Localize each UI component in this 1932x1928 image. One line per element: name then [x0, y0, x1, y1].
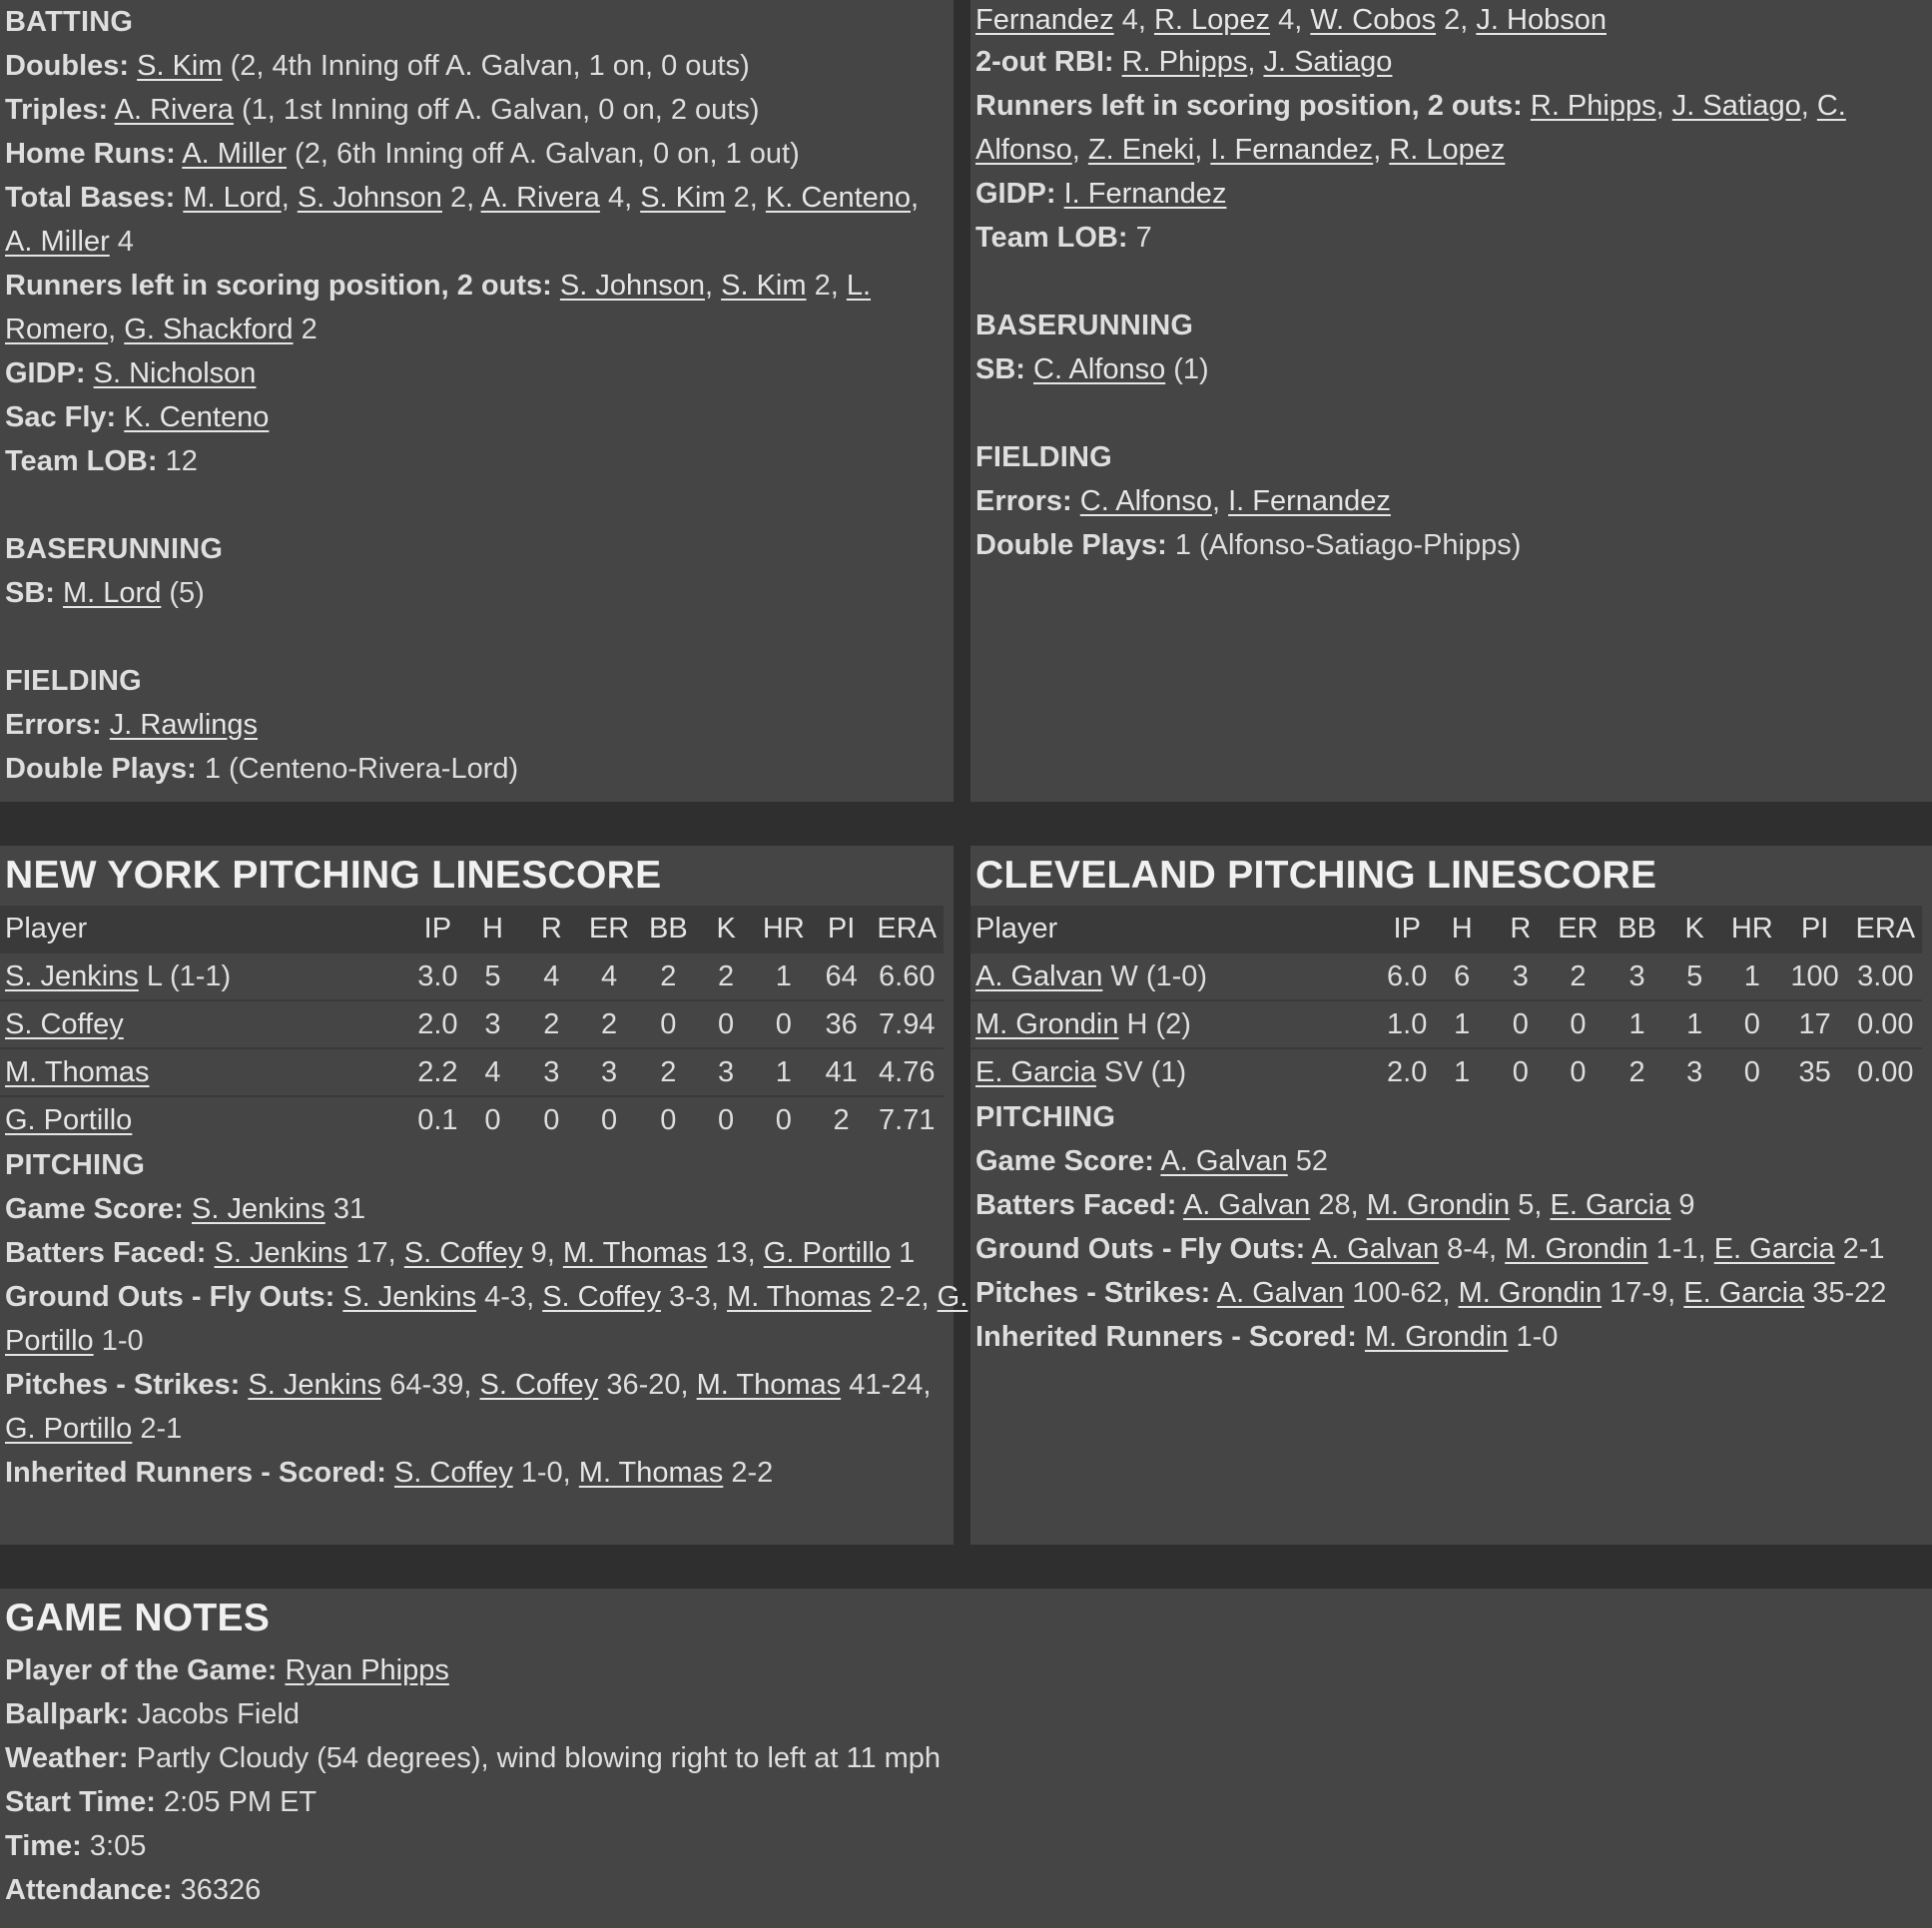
decision: H (2): [1118, 1007, 1191, 1040]
player-link[interactable]: M. Lord: [63, 577, 162, 609]
player-link[interactable]: Fernandez: [975, 4, 1114, 36]
player-link[interactable]: A. Miller: [182, 138, 287, 170]
col-header[interactable]: ERA: [877, 912, 938, 945]
player-link[interactable]: M. Grondin: [1366, 1189, 1511, 1221]
col-header[interactable]: H: [1451, 912, 1473, 945]
col-header[interactable]: IP: [1393, 912, 1421, 945]
table-row: M. Grondin H (2) 1.0 1 0 0 1 1 0 17 0.00: [970, 1000, 1922, 1048]
table-row: S. Jenkins L (1-1) 3.0 5 4 4 2 2 1 64 6.60: [0, 953, 944, 1000]
col-header[interactable]: IP: [423, 912, 452, 945]
player-link[interactable]: A. Miller: [5, 226, 110, 258]
doubles-line: Doubles: S. Kim (2, 4th Inning off A. Galvan, 1 on, 0 outs): [5, 50, 750, 82]
weather-line: Weather: Partly Cloudy (54 degrees), wind blowing right to left at 11 mph: [5, 1742, 942, 1774]
sb-line: SB: M. Lord (5): [5, 577, 205, 609]
player-link[interactable]: M. Lord: [183, 182, 282, 214]
player-link[interactable]: K. Centeno: [124, 401, 270, 433]
player-link[interactable]: S. Jenkins: [248, 1369, 382, 1401]
player-link[interactable]: S. Kim: [721, 270, 807, 302]
player-link[interactable]: S. Coffey: [393, 1457, 513, 1489]
player-link[interactable]: M. Thomas: [696, 1369, 842, 1401]
player-link[interactable]: J. Rawlings: [109, 709, 259, 741]
player-link[interactable]: A. Galvan: [1216, 1277, 1345, 1309]
start-time-line: Start Time: 2:05 PM ET: [5, 1786, 318, 1818]
gidp-line: GIDP: S. Nicholson: [5, 357, 257, 389]
pitches-strikes-line: Pitches - Strikes: A. Galvan 100-62, M. Grondin 17-9, E. Garcia 35-22: [975, 1277, 1887, 1309]
player-link[interactable]: M. Grondin: [1458, 1277, 1603, 1309]
game-time-line: Time: 3:05: [5, 1830, 147, 1862]
decision: L (1-1): [138, 960, 232, 992]
col-header[interactable]: HR: [762, 912, 805, 945]
total-bases-line-cont: Fernandez 4, R. Lopez 4, W. Cobos 2, J. Hobson: [975, 4, 1607, 36]
col-header[interactable]: Player: [975, 912, 1058, 945]
risp-line-cont: Alfonso, Z. Eneki, I. Fernandez, R. Lopez: [975, 134, 1506, 166]
baserunning-heading: BASERUNNING: [5, 533, 224, 565]
ny-pitching-title: NEW YORK PITCHING LINESCORE: [5, 854, 662, 897]
game-notes-title: GAME NOTES: [5, 1597, 271, 1639]
total-bases-line-cont: A. Miller 4: [5, 226, 134, 258]
table-header-row: [970, 906, 1922, 953]
player-link[interactable]: S. Nicholson: [93, 357, 257, 389]
table-row: G. Portillo 0.1 0 0 0 0 0 0 2 7.71: [0, 1096, 944, 1143]
player-link[interactable]: A. Galvan: [1160, 1145, 1288, 1177]
player-link[interactable]: M. Thomas: [727, 1281, 872, 1313]
double-plays-line: Double Plays: 1 (Centeno-Rivera-Lord): [5, 753, 519, 785]
double-plays-line: Double Plays: 1 (Alfonso-Satiago-Phipps): [975, 529, 1522, 561]
player-link[interactable]: J. Hobson: [1476, 4, 1607, 36]
player-link[interactable]: K. Centeno: [765, 182, 912, 214]
player-link[interactable]: M. Grondin: [975, 1007, 1119, 1040]
table-row: A. Galvan W (1-0) 6.0 6 3 2 3 5 1 100 3.00: [970, 953, 1922, 1000]
game-score-line: Game Score: A. Galvan 52: [975, 1145, 1329, 1177]
player-link[interactable]: W. Cobos: [1310, 4, 1437, 36]
player-link[interactable]: S. Coffey: [542, 1281, 661, 1313]
player-link[interactable]: S. Johnson: [559, 270, 705, 302]
triples-line: Triples: A. Rivera (1, 1st Inning off A. Galvan, 0 on, 2 outs): [5, 94, 760, 126]
decision: W (1-0): [1102, 960, 1208, 992]
risp-line-cont: Romero, G. Shackford 2: [5, 314, 318, 345]
inherited-runners-line: Inherited Runners - Scored: S. Coffey 1-0, M. Thomas 2-2: [5, 1457, 774, 1489]
player-link[interactable]: M. Grondin: [1505, 1233, 1648, 1265]
col-header[interactable]: BB: [649, 912, 688, 945]
cle-pitching-table: [970, 906, 1922, 1095]
player-link[interactable]: S. Coffey: [479, 1369, 599, 1401]
col-header[interactable]: PI: [1800, 912, 1829, 945]
col-header[interactable]: H: [482, 912, 503, 945]
player-link[interactable]: C. Alfonso: [1033, 353, 1166, 385]
baserunning-heading: BASERUNNING: [975, 310, 1194, 341]
cle-pitching-title: CLEVELAND PITCHING LINESCORE: [975, 854, 1657, 897]
ny-pitching-table: [0, 906, 944, 1143]
col-header[interactable]: R: [1510, 912, 1532, 945]
sac-fly-line: Sac Fly: K. Centeno: [5, 401, 270, 433]
col-header[interactable]: ERA: [1855, 912, 1916, 945]
fielding-heading: FIELDING: [5, 665, 142, 697]
ny-stats-panel: [0, 0, 954, 802]
player-link[interactable]: Ryan Phipps: [285, 1654, 449, 1686]
ny-pitching-panel: [0, 846, 968, 1545]
player-link[interactable]: A. Rivera: [480, 182, 600, 214]
player-link[interactable]: R. Phipps: [1121, 46, 1248, 78]
player-link[interactable]: E. Garcia: [1713, 1233, 1835, 1265]
player-link[interactable]: S. Coffey: [5, 1007, 124, 1040]
col-header[interactable]: PI: [827, 912, 856, 945]
player-link[interactable]: S. Jenkins: [5, 960, 139, 992]
player-link[interactable]: Romero: [5, 314, 109, 345]
player-link[interactable]: E. Garcia: [975, 1055, 1096, 1088]
player-link[interactable]: S. Jenkins: [214, 1237, 348, 1269]
player-link[interactable]: C. Alfonso: [1079, 485, 1212, 517]
player-link[interactable]: E. Garcia: [1683, 1277, 1805, 1309]
player-link[interactable]: J. Satiago: [1263, 46, 1393, 78]
two-out-rbi-line: 2-out RBI: R. Phipps, J. Satiago: [975, 46, 1393, 78]
col-header[interactable]: Player: [5, 912, 88, 945]
player-link[interactable]: E. Garcia: [1550, 1189, 1671, 1221]
player-link[interactable]: I. Fernandez: [1210, 134, 1374, 166]
ground-fly-outs-line-cont: Portillo 1-0: [5, 1325, 144, 1357]
player-link[interactable]: A. Galvan: [1182, 1189, 1311, 1221]
player-link[interactable]: S. Coffey: [403, 1237, 523, 1269]
player-link[interactable]: S. Kim: [137, 50, 223, 82]
player-of-game-line: Player of the Game: Ryan Phipps: [5, 1654, 449, 1686]
errors-line: Errors: J. Rawlings: [5, 709, 259, 741]
player-link[interactable]: G.: [937, 1281, 968, 1313]
game-score-line: Game Score: S. Jenkins 31: [5, 1193, 366, 1225]
player-link[interactable]: C.: [1816, 90, 1846, 122]
batters-faced-line: Batters Faced: A. Galvan 28, M. Grondin 5, E. Garcia 9: [975, 1189, 1695, 1221]
cle-stats-panel: [970, 0, 1932, 802]
pitching-heading: PITCHING: [975, 1101, 1116, 1133]
batters-faced-line: Batters Faced: S. Jenkins 17, S. Coffey 9, M. Thomas 13, G. Portillo 1: [5, 1237, 916, 1269]
team-lob-line: Team LOB: 12: [5, 445, 198, 477]
attendance-line: Attendance: 36326: [5, 1874, 262, 1906]
player-link[interactable]: Portillo: [5, 1325, 94, 1357]
total-bases-line: Total Bases: M. Lord, S. Johnson 2, A. Rivera 4, S. Kim 2, K. Centeno,: [5, 182, 920, 214]
table-row: E. Garcia SV (1) 2.0 1 0 0 2 3 0 35 0.00: [970, 1048, 1922, 1095]
player-link[interactable]: A. Galvan: [975, 960, 1103, 992]
player-link[interactable]: M. Thomas: [578, 1457, 724, 1489]
errors-line: Errors: C. Alfonso, I. Fernandez: [975, 485, 1391, 517]
player-link[interactable]: G. Shackford: [124, 314, 294, 345]
player-link[interactable]: R. Phipps: [1530, 90, 1656, 122]
team-lob-line: Team LOB: 7: [975, 222, 1152, 254]
player-link[interactable]: A. Rivera: [114, 94, 234, 126]
gidp-line: GIDP: I. Fernandez: [975, 178, 1227, 210]
table-header-row: [0, 906, 944, 953]
col-header[interactable]: ER: [588, 912, 630, 945]
pitches-strikes-line: Pitches - Strikes: S. Jenkins 64-39, S. Coffey 36-20, M. Thomas 41-24,: [5, 1369, 932, 1401]
player-link[interactable]: A. Galvan: [1311, 1233, 1440, 1265]
risp-line: Runners left in scoring position, 2 outs: R. Phipps, J. Satiago, C.: [975, 90, 1846, 122]
game-notes-panel: [0, 1589, 1932, 1928]
table-row: S. Coffey 2.0 3 2 2 0 0 0 36 7.94: [0, 1000, 944, 1048]
player-link[interactable]: S. Johnson: [297, 182, 442, 214]
col-header[interactable]: HR: [1730, 912, 1773, 945]
table-row: M. Thomas 2.2 4 3 3 2 3 1 41 4.76: [0, 1048, 944, 1096]
player-link[interactable]: Alfonso: [975, 134, 1072, 166]
fielding-heading: FIELDING: [975, 441, 1112, 473]
col-header[interactable]: ER: [1558, 912, 1599, 945]
player-link[interactable]: G. Portillo: [5, 1103, 133, 1136]
player-link[interactable]: Z. Eneki: [1087, 134, 1195, 166]
col-header[interactable]: BB: [1617, 912, 1656, 945]
col-header[interactable]: R: [540, 912, 562, 945]
player-link[interactable]: L.: [846, 270, 872, 302]
sb-line: SB: C. Alfonso (1): [975, 353, 1209, 385]
player-link[interactable]: M. Thomas: [562, 1237, 708, 1269]
player-link[interactable]: G. Portillo: [5, 1413, 133, 1445]
player-link[interactable]: R. Lopez: [1389, 134, 1506, 166]
player-link[interactable]: S. Kim: [640, 182, 726, 214]
player-link[interactable]: S. Jenkins: [191, 1193, 325, 1225]
pitches-strikes-line-cont: G. Portillo 2-1: [5, 1413, 183, 1445]
batting-heading: BATTING: [5, 6, 134, 38]
player-link[interactable]: G. Portillo: [763, 1237, 892, 1269]
ground-fly-outs-line: Ground Outs - Fly Outs: A. Galvan 8-4, M. Grondin 1-1, E. Garcia 2-1: [975, 1233, 1885, 1265]
risp-line: Runners left in scoring position, 2 outs: S. Johnson, S. Kim 2, L.: [5, 270, 872, 302]
inherited-runners-line: Inherited Runners - Scored: M. Grondin 1-0: [975, 1321, 1559, 1353]
ballpark-line: Ballpark: Jacobs Field: [5, 1698, 300, 1730]
col-header[interactable]: K: [716, 912, 736, 945]
decision: SV (1): [1095, 1055, 1187, 1088]
col-header[interactable]: K: [1684, 912, 1704, 945]
ground-fly-outs-line: Ground Outs - Fly Outs: S. Jenkins 4-3, S. Coffey 3-3, M. Thomas 2-2, G.: [5, 1281, 968, 1313]
player-link[interactable]: M. Grondin: [1364, 1321, 1509, 1353]
player-link[interactable]: M. Thomas: [5, 1055, 150, 1088]
cle-pitching-panel: [970, 846, 1932, 1545]
player-link[interactable]: I. Fernandez: [1228, 485, 1391, 517]
player-link[interactable]: J. Satiago: [1671, 90, 1801, 122]
player-link[interactable]: R. Lopez: [1153, 4, 1271, 36]
home-runs-line: Home Runs: A. Miller (2, 6th Inning off A. Galvan, 0 on, 1 out): [5, 138, 800, 170]
pitching-heading: PITCHING: [5, 1149, 146, 1181]
player-link[interactable]: S. Jenkins: [342, 1281, 477, 1313]
player-link[interactable]: I. Fernandez: [1063, 178, 1227, 210]
